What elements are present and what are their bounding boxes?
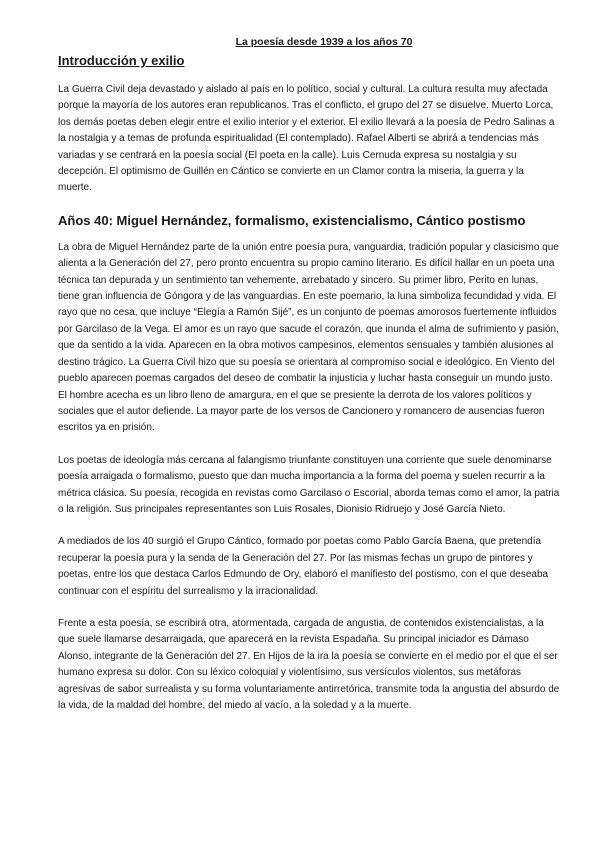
- paragraph-intro: La Guerra Civil deja devastado y aislado al país en lo político, social y cultural. La cultura resulta muy afectada porque la mayoría de los autores eran republicanos. Tras el conflicto, el grupo del 27 se disuelve. Muerto Lorca, los demás poetas deben elegir entre el exilio interior y el exterior. El exilio llevará a la poesía de Pedro Salinas a la nostalgia y a temas de profunda espiritualidad (El contemplado). Rafael Alberti se abrirá a tendencias más variadas y se centrará en la poesía social (El poeta en la calle). Luis Cernuda expresa su nostalgia y su decepción. El optimismo de Guillén en Cántico se convierte en un Clamor contra la miseria, la guerra y la muerte.: [58, 84, 555, 194]
- section-heading-intro: Introducción y exilio: [58, 53, 185, 68]
- paragraph-cantico-postismo: A mediados de los 40 surgió el Grupo Cántico, formado por poetas como Pablo García Baena, que pretendía recuperar la poesía pura y la senda de la Generación del 27. Por las mismas fechas un grupo de pintores y poetas, entre los que destaca Carlos Edmundo de Ory, elaboró el manifiesto del postismo, con el que deseaba continuar con el espíritu del surrealismo y la irracionalidad.: [58, 536, 549, 597]
- paragraph-existencialismo: Frente a esta poesía, se escribirá otra, atormentada, cargada de angustia, de contenidos existencialistas, a la que suele llamarse desarraigada, que aparecerá en la revista Espadaña. Su principal iniciador es Dámaso Alonso, integrante de la Generación del 27. En Hijos de la ira la poesía se convierte en el medio por el que el ser humano expresa su dolor. Con su léxico coloquial y violentísimo, sus versículos violentos, sus metáforas agresivas de sabor surrealista y su forma voluntariamente antirretórica, transmite toda la angustia del absurdo de la vida, de la maldad del hombre, del miedo al vacío, a la soledad y a la muerte.: [58, 617, 560, 711]
- document-title: La poesía desde 1939 a los años 70: [235, 36, 413, 48]
- section-anos-40: [58, 213, 560, 715]
- section-heading-anos-40: Años 40: Miguel Hernández, formalismo, existencialismo, Cántico postismo: [58, 212, 526, 228]
- paragraph-formalismo: Los poetas de ideología más cercana al falangismo triunfante constituyen una corriente que suele denominarse poesía arraigada o formalismo, puesto que dan mucha importancia a la forma del poema y suelen recurrir a la métrica clásica. Su poesía, recogida en revistas como Garcilaso o Escorial, aborda temas como el amor, la patria o la religión. Sus principales representantes son Luis Rosales, Dionisio Ridruejo y José García Nieto.: [58, 454, 560, 515]
- paragraph-miguel-hernandez: La obra de Miguel Hernández parte de la unión entre poesía pura, vanguardia, tradición popular y clasicismo que alienta a la Generación del 27, pero pronto encuentra su propio camino literario. Es difícil hallar en un poeta una técnica tan depurada y un sentimiento tan vehemente, arrebatado y sincero. Su primer libro, Perito en lunas, tiene gran influencia de Góngora y de las vanguardias. En este poemario, la luna simboliza fecundidad y vida. El rayo que no cesa, que incluye “Elegía a Ramón Sijé”, es un conjunto de poemas amorosos fuertemente influidos por Garcilaso de la Vega. El amor es un rayo que sacude el corazón, que inunda el alma de sufrimiento y pasión, que da sentido a la vida. Aparecen en la obra motivos campesinos, elementos sensuales y también alusiones al destino trágico. La Guerra Civil hizo que su poesía se orientara al compromiso social e ideológico. En Viento del pueblo aparecen poemas cargados del deseo de combatir la injusticia y luchar hasta conseguir un mundo justo. El hombre acecha es un libro lleno de amargura, en el que se presiente la derrota de los valores políticos y sociales que el autor defiende. La mayor parte de los versos de Cancionero y romancero de ausencias fueron escritos ya en prisión.: [58, 241, 559, 434]
- section-intro: [58, 53, 560, 197]
